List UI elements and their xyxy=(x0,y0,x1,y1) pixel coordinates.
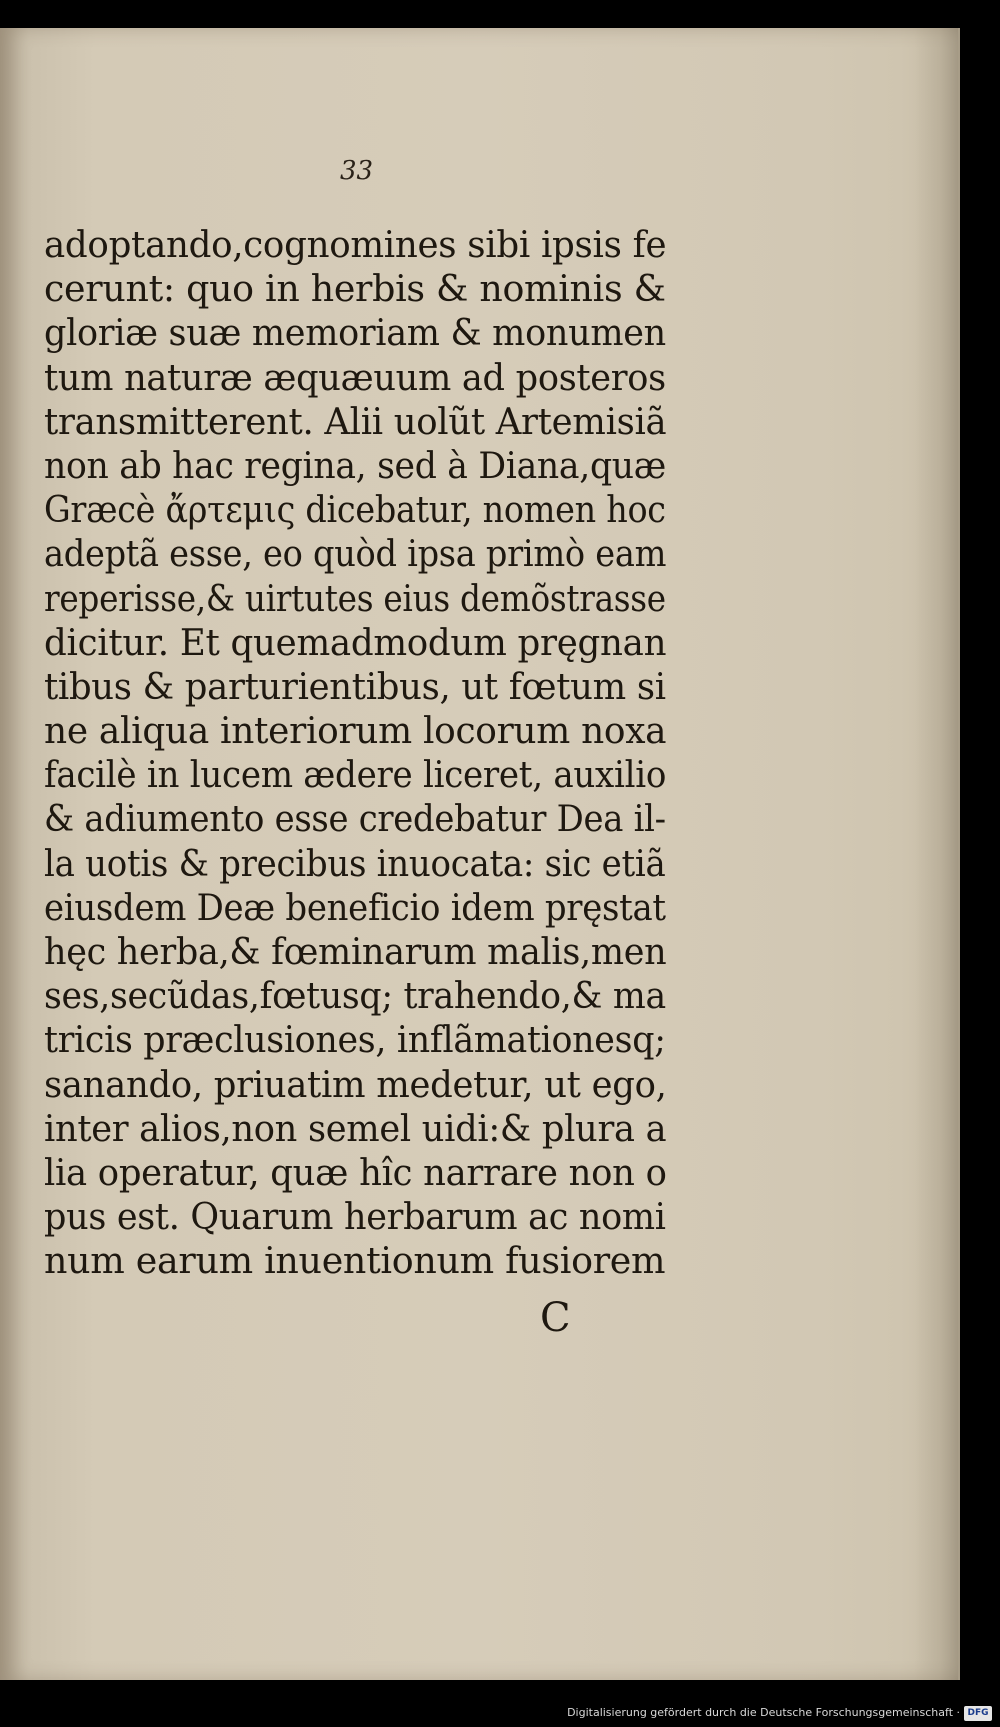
text-line: ses,secũdas,fœtusq; trahendo,& ma xyxy=(44,976,666,1018)
text-line: la uotis & precibus inuocata: sic etiã xyxy=(44,843,666,885)
top-border xyxy=(0,0,1000,28)
text-line: tricis præclusiones, inflãmationesq; xyxy=(44,1020,666,1062)
text-line: & adiumento esse credebatur Dea il- xyxy=(44,799,666,841)
body-text xyxy=(44,224,684,1285)
text-line: num earum inuentionum fusiorem xyxy=(44,1241,666,1283)
text-line: non ab hac regina, sed à Diana,quæ xyxy=(44,445,667,487)
digitization-credit: Digitalisierung gefördert durch die Deutsche Forschungsgemeinschaft · xyxy=(567,1706,960,1719)
text-line: tibus & parturientibus, ut fœtum si xyxy=(44,666,666,708)
text-line: Græcè ἄρτεμις dicebatur, nomen hoc xyxy=(44,490,666,532)
text-line: inter alios,non semel uidi:& plura a xyxy=(44,1108,667,1150)
text-line: dicitur. Et quemadmodum pręgnan xyxy=(44,622,667,664)
page-edge-shadow xyxy=(914,28,958,1680)
text-line: lia operatur, quæ hîc narrare non o xyxy=(44,1152,667,1194)
text-line: adeptã esse, eo quòd ipsa primò eam xyxy=(44,534,667,576)
text-line: eiusdem Deæ beneficio idem pręstat xyxy=(44,887,666,929)
text-line: adoptando,cognomines sibi ipsis fe xyxy=(44,225,667,266)
text-line: sanando, priuatim medetur, ut ego, xyxy=(44,1064,667,1106)
book-page xyxy=(0,28,960,1680)
text-line: cerunt: quo in herbis & nominis & xyxy=(44,269,666,311)
text-line: ne aliqua interiorum locorum noxa xyxy=(44,711,667,753)
text-line: reperisse,& uirtutes eius demõstrasse xyxy=(44,578,666,620)
text-line: facilè in lucem ædere liceret, auxilio xyxy=(44,755,667,797)
dfg-logo: DFG xyxy=(964,1706,992,1721)
text-line: tum naturæ æquæuum ad posteros xyxy=(44,357,666,399)
text-line: pus est. Quarum herbarum ac nomi xyxy=(44,1197,666,1239)
footer-bar xyxy=(0,1697,1000,1727)
text-line: transmitterent. Alii uolũt Artemisiã xyxy=(44,401,667,443)
signature-mark: C xyxy=(540,1295,571,1341)
page-number: 33 xyxy=(340,156,374,186)
text-line: gloriæ suæ memoriam & monumen xyxy=(44,313,666,355)
text-line: hęc herba,& fœminarum malis,men xyxy=(44,932,667,973)
